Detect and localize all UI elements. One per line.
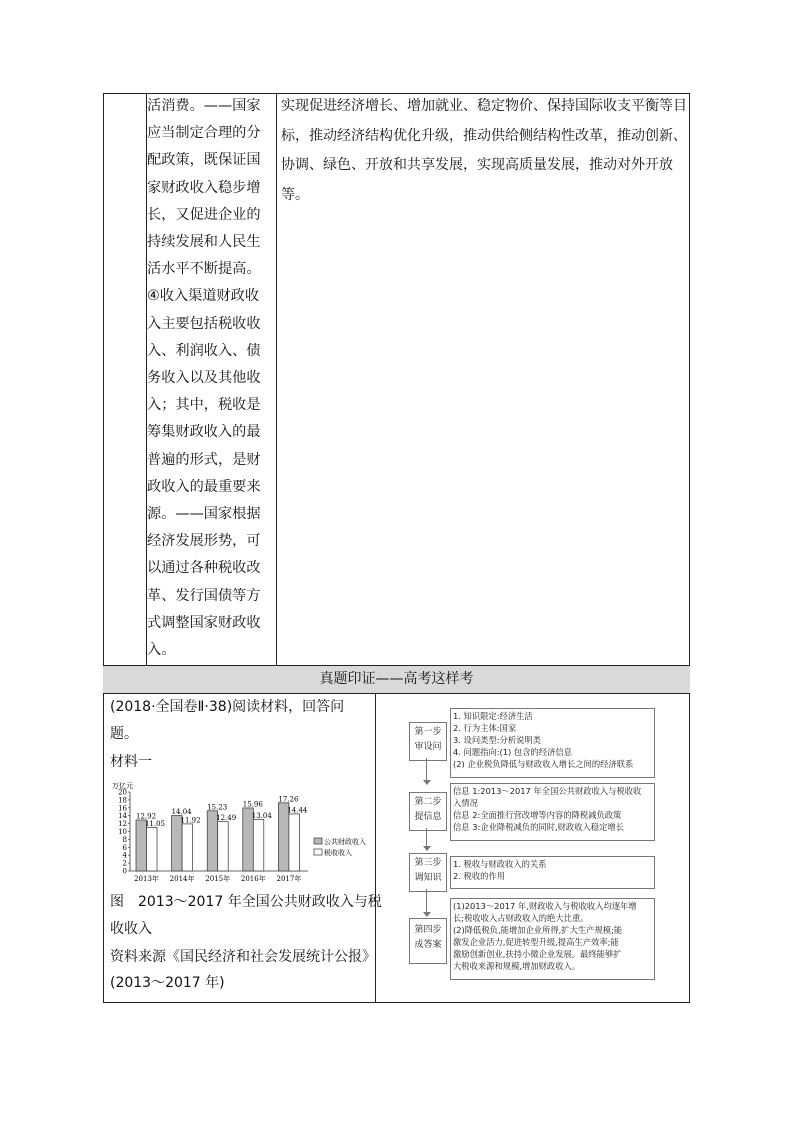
bar	[253, 819, 263, 871]
detail-line: 2. 行为主体:国家	[453, 723, 517, 733]
x-tick-label: 2013年	[134, 875, 159, 883]
detail-line: 1. 税收与财政收入的关系	[453, 859, 547, 869]
bar-value-label: 13.04	[251, 811, 272, 820]
text-line: ④收入渠道财政收	[147, 288, 260, 305]
legend-label: 公共财政收入	[324, 838, 366, 846]
bar-value-label: 14.44	[287, 806, 308, 815]
detail-line: 2. 税收的作用	[453, 871, 506, 881]
text-line: 协调、绿色、开放和共享发展，实现高质量发展，推动对外开放等。	[281, 157, 673, 203]
text-line: 入主要包括税收收	[147, 315, 261, 332]
text-line: 政收入的最重要来	[147, 478, 261, 495]
y-tick-label: 14	[118, 812, 127, 821]
step-1-box	[409, 722, 447, 761]
x-tick-label: 2014年	[169, 875, 195, 883]
text-line: 务收入以及其他收	[147, 370, 261, 387]
step-3-title: 调知识	[414, 873, 442, 883]
question-line-2: 题。	[110, 726, 138, 742]
source-line-2: (2013～2017 年)	[110, 975, 225, 991]
bar-value-label: 14.04	[171, 808, 192, 817]
step-3-label: 第三步	[414, 858, 442, 868]
text-line: 家财政收入稳步增	[147, 179, 261, 196]
section-banner: 真题印证——高考这样考	[103, 666, 690, 693]
bar	[289, 814, 300, 871]
step-2-details	[450, 783, 655, 841]
y-tick-label: 12	[118, 820, 127, 829]
text-line: 入；其中，税收是	[147, 397, 261, 414]
text-line: 以通过各种税收改	[147, 560, 261, 577]
y-tick-label: 2	[122, 859, 127, 868]
x-tick-label: 2015年	[205, 875, 231, 883]
step-4-title: 成答案	[414, 940, 442, 950]
step-2-label: 第二步	[414, 797, 442, 807]
text-line: 革、发行国债等方	[147, 587, 261, 604]
step-1-label: 第一步	[414, 727, 442, 737]
x-tick-label: 2017年	[276, 875, 302, 883]
text-line: 筹集财政收入的最	[147, 424, 261, 441]
text-line: 普遍的形式，是财	[147, 451, 261, 468]
x-tick-label: 2016年	[240, 875, 266, 883]
text-line: 长，又促进企业的	[147, 206, 261, 223]
text-line: 活水平不断提高。	[147, 261, 261, 278]
text-line: 应当制定合理的分	[147, 125, 261, 142]
source-line-1: 资料来源《国民经济和社会发展统计公报》	[110, 949, 376, 965]
y-tick-label: 4	[122, 851, 127, 860]
detail-line: (2) 企业税负降低与财政收入增长之间的经济联系	[453, 759, 634, 769]
y-tick-label: 8	[122, 835, 127, 844]
detail-line: 信息 1:2013～2017 年全国公共财政收入与税收收	[453, 786, 642, 796]
detail-line: 入情况	[453, 798, 478, 808]
step-1-title: 审设问	[414, 742, 442, 752]
detail-line: 长;税收收入占财政收入的绝大比重。	[453, 913, 589, 923]
y-tick-label: 16	[118, 804, 127, 813]
y-tick-label: 0	[122, 867, 127, 876]
bar-value-label: 15.23	[207, 803, 228, 812]
detail-line: 大税收来源和规模,增加财政收入。	[453, 961, 581, 971]
flow-arrowhead	[423, 780, 431, 785]
detail-line: 3. 设问类型:分析说明类	[453, 735, 542, 745]
y-tick-label: 18	[118, 796, 127, 805]
bar	[182, 824, 193, 871]
detail-line: 4. 问题指向:(1) 包含的经济信息	[453, 747, 573, 757]
text-line: 持续发展和人民生	[147, 234, 261, 251]
detail-line: 1. 知识限定:经济生活	[453, 711, 533, 721]
bar	[218, 822, 229, 871]
y-tick-label: 10	[118, 828, 127, 836]
bar-value-label: 12.92	[136, 812, 157, 821]
step-4-label: 第四步	[414, 925, 442, 935]
text-line: 入、利润收入、债	[147, 342, 261, 359]
col-divider-2	[276, 93, 277, 666]
question-line-1: (2018·全国卷Ⅱ·38)阅读材料，回答问	[110, 699, 345, 715]
bar	[147, 827, 158, 871]
bar-value-label: 17.26	[278, 795, 299, 804]
detail-line: (2)降低税负,能增加企业所得,扩大生产规模;能	[453, 925, 623, 935]
flow-arrow	[426, 828, 427, 848]
step-3-box	[409, 853, 447, 892]
bar-value-label: 15.96	[242, 800, 263, 809]
step-3-details	[450, 856, 655, 889]
text-line: 源。——国家根据	[147, 506, 261, 523]
detail-line: 信息 3:企业降税减负的同时,财政收入稳定增长	[453, 822, 624, 832]
legend-swatch	[314, 849, 322, 855]
table-border-left	[103, 93, 104, 1003]
table-border-bottom	[103, 1002, 690, 1003]
flow-arrow	[426, 758, 427, 782]
figure-caption-line-2: 收收入	[110, 921, 152, 937]
flow-arrowhead	[423, 912, 431, 917]
legend-label: 税收收入	[324, 849, 352, 857]
y-tick-label: 6	[122, 843, 127, 852]
step-2-title: 提信息	[414, 812, 442, 822]
table-border-right	[689, 93, 690, 1003]
step-4-details	[450, 898, 655, 980]
figure-caption-line-1: 图 2013～2017 年全国公共财政收入与税	[110, 894, 382, 910]
bar-value-label: 11.92	[180, 816, 201, 825]
detail-line: (1)2013～2017 年,财政收入与税收收入均逐年增	[453, 901, 637, 911]
step-4-box	[409, 918, 447, 964]
material-label: 材料一	[110, 754, 152, 770]
text-line: 式调整国家财政收	[147, 614, 261, 631]
text-line: 实现促进经济增长、增加就业、稳定物价、保持国际收支平衡等目	[281, 98, 687, 114]
text-line: 配政策，既保证国	[147, 152, 261, 169]
function-text-column	[281, 92, 689, 210]
text-line: 入。	[147, 642, 176, 659]
policy-text-column	[147, 93, 275, 664]
text-line: 经济发展形势，可	[147, 533, 261, 550]
text-line: 标，推动经济结构优化升级，推动供给侧结构性改革，推动创新、	[281, 127, 687, 144]
step-2-box	[409, 792, 447, 831]
bar-value-label: 12.49	[216, 814, 237, 823]
detail-line: 信息 2:全面推行营改增等内容的降税减负政策	[453, 810, 622, 820]
bar-value-label: 11.05	[144, 819, 165, 828]
text-line: 活消费。——国家	[147, 98, 261, 114]
y-axis-unit-label: 万亿元	[112, 782, 133, 790]
detail-line: 激励创新创业,扶持小微企业发展。最终能够扩	[453, 949, 622, 959]
y-tick-label: 20	[118, 788, 127, 797]
revenue-bar-chart	[108, 778, 376, 890]
flow-arrowhead	[423, 846, 431, 851]
legend-swatch	[314, 838, 322, 844]
detail-line: 激发企业活力,促进转型升级,提高生产效率;能	[453, 937, 619, 947]
step-1-details	[450, 708, 655, 778]
flow-arrow	[426, 889, 427, 914]
